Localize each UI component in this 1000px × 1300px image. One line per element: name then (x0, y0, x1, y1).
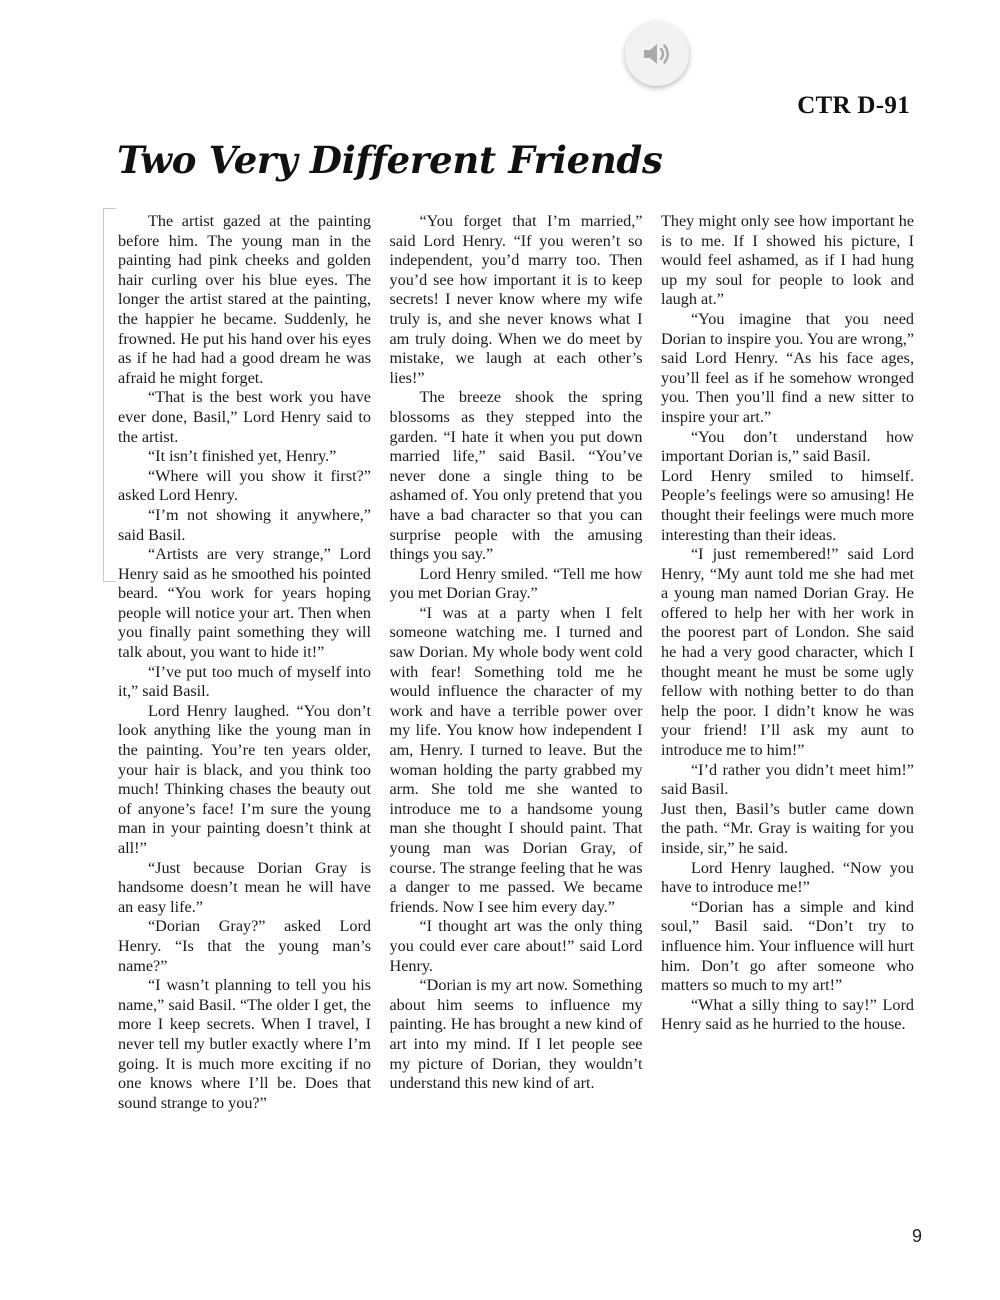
story-title: Two Very Different Friends (117, 138, 663, 182)
paragraph: “I just remembered!” said Lord Henry, “My aunt told me she had met a young man named Dorian Gray. He offered to help her with her work in the poorest part of London. She said he had a very good character, which I thought meant he must be some ugly fellow with nothing better to do than help the poor. I didn’t know he was your friend! I’ll ask my aunt to introduce me to him!” (661, 545, 914, 760)
paragraph: Just then, Basil’s butler came down the path. “Mr. Gray is waiting for you inside, sir,” he said. (661, 799, 914, 857)
paragraph: “I thought art was the only thing you could ever care about!” said Lord Henry. (389, 917, 643, 975)
paragraph: “I wasn’t planning to tell you his name,” said Basil. “The older I get, the more I keep secrets. When I travel, I never tell my butler exactly where I’m going. It is much more exciting if no one knows where I’ll be. Does that sound strange to you?” (118, 976, 371, 1112)
paragraph: Lord Henry laughed. “Now you have to introduce me!” (661, 858, 914, 897)
paragraph: The artist gazed at the painting before him. The young man in the painting had pink cheeks and golden hair curling over his blue eyes. The longer the artist stared at the painting, the happier he became. Suddenly, he frowned. He put his hand over his eyes as if he had had a good dream he was afraid he might forget. (118, 212, 371, 387)
paragraph: “You don’t understand how important Dorian is,” said Basil. (661, 427, 914, 466)
paragraph: They might only see how important he is to me. If I showed his picture, I would feel ashamed, as if I had hung up my soul for people to look and laugh at.” (661, 212, 914, 309)
paragraph: “Dorian has a simple and kind soul,” Basil said. “Don’t try to influence him. Your influence will hurt him. Don’t go after someone who matters so much to my art!” (661, 897, 914, 995)
margin-bracket (103, 208, 116, 582)
paragraph: “I’m not showing it anywhere,” said Basil. (118, 505, 371, 544)
paragraph: “What a silly thing to say!” Lord Henry said as he hurried to the house. (661, 995, 914, 1034)
paragraph: “It isn’t finished yet, Henry.” (148, 447, 337, 466)
paragraph: “You forget that I’m married,” said Lord Henry. “If you weren’t so independent, you’d marry too. Then you’d see how important it is to keep secrets! I never know where my wife truly is, and she never knows what I am truly doing. When we do meet by mistake, we laugh at each other’s lies!” (389, 212, 643, 387)
text-column-2 (390, 212, 643, 1222)
paragraph: Lord Henry smiled. “Tell me how you met Dorian Gray.” (389, 564, 643, 603)
paragraph: “I was at a party when I felt someone watching me. I turned and saw Dorian. My whole body went cold with fear! Something told me he would influence the character of my work and have a terrible power over my life. You know how independent I am, Henry. I turned to leave. But the woman holding the party grabbed my arm. She told me she wanted to introduce me to a handsome young man she thought I should paint. That young man was Dorian Gray, of course. The strange feeling that he was a danger to me passed. We became friends. Now I see him every day.” (389, 603, 643, 916)
paragraph: “Artists are very strange,” Lord Henry said as he smoothed his pointed beard. “You work for years hoping people will notice your art. Then when you finally paint something they will talk about, you want to hide it!” (118, 545, 371, 662)
paragraph: “Dorian is my art now. Something about him seems to influence my painting. He has brought a new kind of art into my mind. If I let people see my picture of Dorian, they wouldn’t understand this new kind of art. (389, 976, 643, 1093)
paragraph: “Dorian Gray?” asked Lord Henry. “Is that the young man’s name?” (118, 917, 371, 975)
paragraph: “Just because Dorian Gray is handsome doesn’t mean he will have an easy life.” (118, 858, 371, 916)
story-body (118, 212, 914, 1222)
speaker-icon (642, 41, 672, 67)
paragraph: The breeze shook the spring blossoms as they stepped into the garden. “I hate it when you put down married life,” said Basil. “You’ve never done a single thing to be ashamed of. You only pretend that you have a bad character so that you can surprise people with the amusing things you say.” (389, 388, 643, 564)
text-column-3 (661, 212, 914, 1222)
paragraph: “Where will you show it first?” asked Lord Henry. (118, 466, 371, 505)
paragraph: “I’ve put too much of myself into it,” said Basil. (118, 662, 371, 701)
document-code: CTR D-91 (797, 92, 910, 119)
paragraph: “That is the best work you have ever done, Basil,” Lord Henry said to the artist. (118, 388, 371, 446)
paragraph: Lord Henry laughed. “You don’t look anything like the young man in the painting. You’re ten years older, your hair is black, and you think too much! Thinking chases the beauty out of anyone’s face! I’m sure the young man in your painting doesn’t think at all!” (118, 701, 371, 857)
page-number: 9 (911, 1226, 922, 1246)
paragraph: Lord Henry smiled to himself. People’s feelings were so amusing! He thought their feelings were much more interesting than their ideas. (661, 466, 914, 544)
text-column-1 (118, 212, 371, 1222)
audio-play-button[interactable] (625, 22, 689, 86)
paragraph: “You imagine that you need Dorian to inspire you. You are wrong,” said Lord Henry. “As his face ages, you’ll feel as if he somehow wronged you. Then you’ll find a new sitter to inspire your art.” (661, 309, 914, 426)
paragraph: “I’d rather you didn’t meet him!” said Basil. (661, 760, 914, 799)
